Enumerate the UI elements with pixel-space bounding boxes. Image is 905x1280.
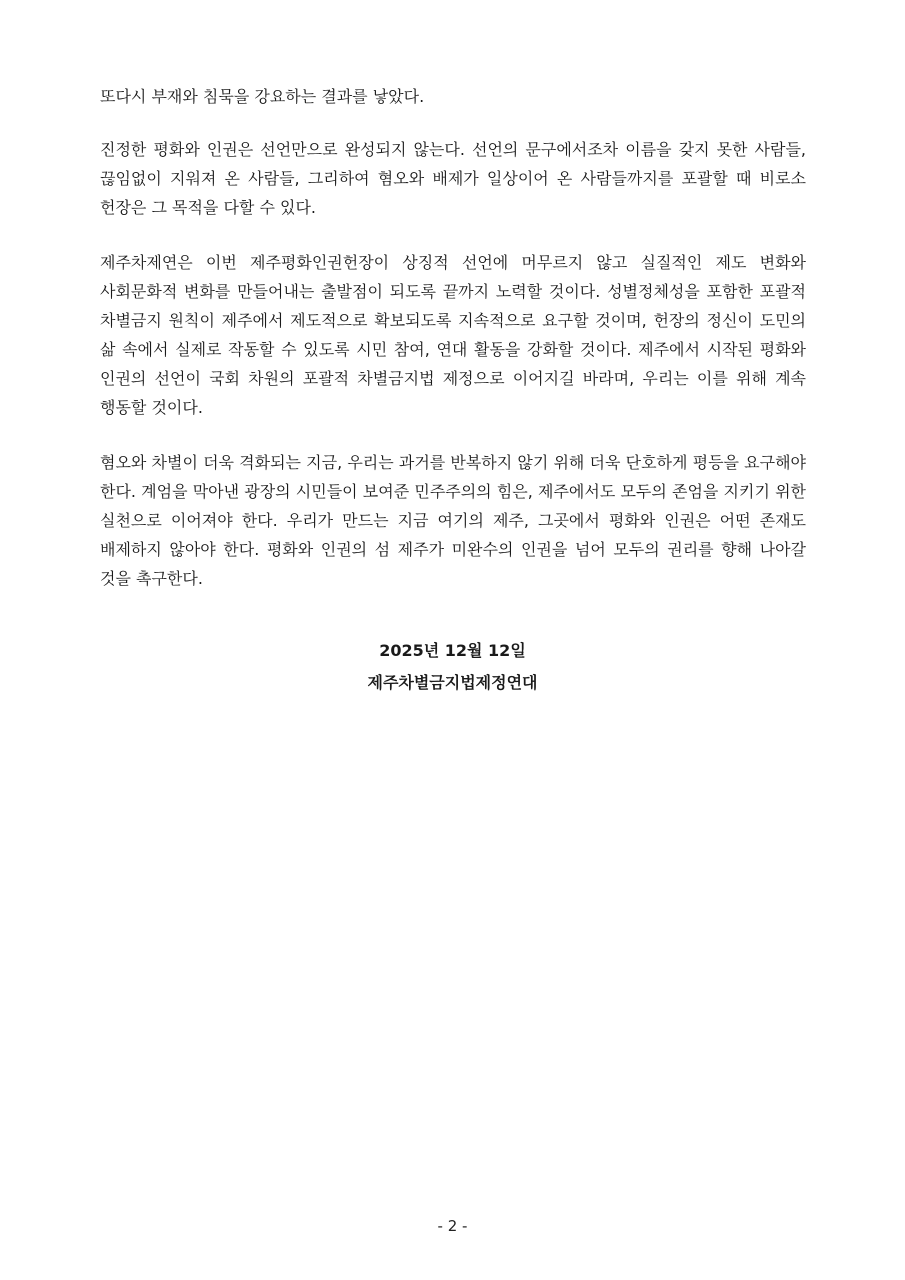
statement-date: 2025년 12월 12일: [379, 641, 526, 660]
document-body: [100, 82, 806, 619]
page-number: - 2 -: [437, 1217, 468, 1235]
paragraph-3: 제주차제연은 이번 제주평화인권헌장이 상징적 선언에 머무르지 않고 실질적인 제도 변화와 사회문화적 변화를 만들어내는 출발점이 되도록 끝까지 노력할 것이다. 성별정체성을 포함한 포괄적 차별금지 원칙이 제주에서 제도적으로 확보되도록 지속적으로 요구할 것이며, 헌장의 정신이 도민의 삶 속에서 실제로 작동할 수 있도록 시민 참여, 연대 활동을 강화할 것이다. 제주에서 시작된 평화와 인권의 선언이 국회 차원의 포괄적 차별금지법 제정으로 이어지길 바라며, 우리는 이를 위해 계속 행동할 것이다.: [100, 253, 806, 417]
paragraph-1: 또다시 부재와 침묵을 강요하는 결과를 낳았다.: [100, 87, 425, 106]
organization-name: 제주차별금지법제정연대: [367, 673, 538, 692]
paragraph-4: 혐오와 차별이 더욱 격화되는 지금, 우리는 과거를 반복하지 않기 위해 더욱 단호하게 평등을 요구해야 한다. 계엄을 막아낸 광장의 시민들이 보여준 민주주의의 힘은, 제주에서도 모두의 존엄을 지키기 위한 실천으로 이어져야 한다. 우리가 만드는 지금 여기의 제주, 그곳에서 평화와 인권은 어떤 존재도 배제하지 않아야 한다. 평화와 인권의 섬 제주가 미완수의 인권을 넘어 모두의 권리를 향해 나아갈 것을 촉구한다.: [100, 453, 806, 588]
signature-block: [0, 635, 905, 699]
paragraph-2: 진정한 평화와 인권은 선언만으로 완성되지 않는다. 선언의 문구에서조차 이름을 갖지 못한 사람들, 끊임없이 지워져 온 사람들, 그리하여 혐오와 배제가 일상이어 온 사람들까지를 포괄할 때 비로소 헌장은 그 목적을 다할 수 있다.: [100, 140, 806, 217]
